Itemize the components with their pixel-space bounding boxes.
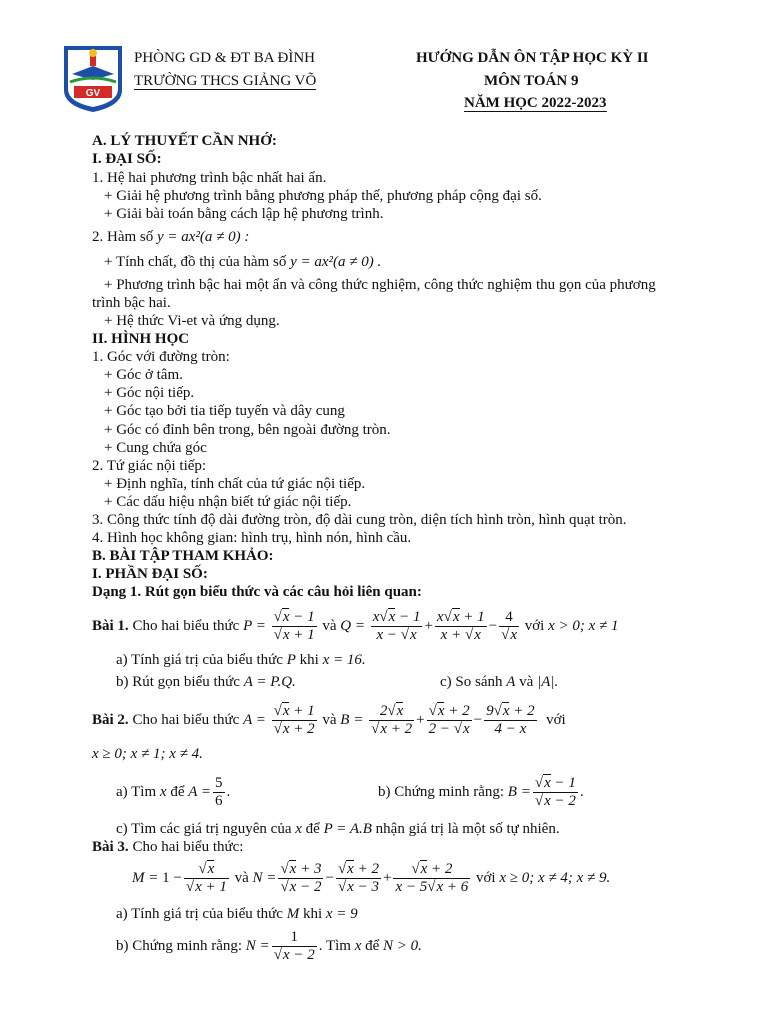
geo-item-4: 4. Hình học không gian: hình trụ, hình nón, hình cầu. [92,530,412,546]
geo-item-1a: + Góc ở tâm. [104,367,183,383]
geo-item-1b: + Góc nội tiếp. [104,385,195,401]
section-b-title: B. BÀI TẬP THAM KHẢO: [92,548,274,564]
bai3-part-a: a) Tính giá trị của biểu thức M khi x = 9 [116,906,358,922]
bai2-part-a: a) Tìm x để A = $\frac{5}{6}$ . [116,775,231,810]
geo-item-2: 2. Tứ giác nội tiếp: [92,458,207,474]
dept-name: PHÒNG GD & ĐT BA ĐÌNH [134,50,315,66]
bai3-part-b: b) Chứng minh rằng: N = $\frac{1}{√x - 2}$ . Tìm x để N > 0. [116,929,422,964]
bai1-statement: Bài 1. Cho hai biểu thức P = $\frac{√x - 1}{√x + 1}$ và Q = $\frac{x√x - 1}{x - √x}$ + $\frac{x√x + 1}{x + √x}$ − $\frac{4}{√x}$ với x > 0; x ≠ 1 [92,609,619,644]
bai2-condition: x ≥ 0; x ≠ 1; x ≠ 4. [92,746,203,762]
geo-item-1: 1. Góc với đường tròn: [92,349,230,365]
b-algebra-title: I. PHẦN ĐẠI SỐ: [92,566,208,582]
alg-item-2: 2. Hàm số y = ax²(a ≠ 0) : [92,229,250,245]
doc-title: HƯỚNG DẪN ÔN TẬP HỌC KỲ II [416,50,649,66]
doc-subject: MÔN TOÁN 9 [484,73,579,89]
alg-item-2c: + Hệ thức Vi-et và ứng dụng. [104,313,280,329]
alg-item-1a: + Giải hệ phương trình bằng phương pháp thế, phương pháp cộng đại số. [104,188,542,204]
alg-item-1: 1. Hệ hai phương trình bậc nhất hai ẩn. [92,170,327,186]
bai2-part-b: b) Chứng minh rằng: B = $\frac{√x - 1}{√x - 2}$ . [378,775,584,810]
bai1-part-a: a) Tính giá trị của biểu thức P khi x = 16. [116,652,366,668]
school-logo [62,44,124,114]
alg-item-2b-cont: trình bậc hai. [92,295,171,311]
section-a-title: A. LÝ THUYẾT CẦN NHỚ: [92,133,277,149]
geo-item-1e: + Cung chứa góc [104,440,207,456]
alg-item-2b: + Phương trình bậc hai một ẩn và công thức nghiệm, công thức nghiệm thu gọn của phương [104,277,656,293]
geo-item-1d: + Góc có đỉnh bên trong, bên ngoài đường tròn. [104,422,391,438]
geo-item-3: 3. Công thức tính độ dài đường tròn, độ dài cung tròn, diện tích hình tròn, hình quạt tròn. [92,512,627,528]
geometry-title: II. HÌNH HỌC [92,331,190,347]
bai1-p-fraction: $\frac{√x - 1}{√x + 1}$ [273,609,315,644]
alg-item-2a: + Tính chất, đồ thị của hàm số y = ax²(a ≠ 0) . [104,254,382,270]
bai1-part-c: c) So sánh A và |A|. [440,674,559,690]
dang1-title: Dạng 1. Rút gọn biểu thức và các câu hỏi liên quan: [92,584,422,600]
bai3-statement: Bài 3. Cho hai biểu thức: [92,839,244,855]
geo-item-2a: + Định nghĩa, tính chất của tứ giác nội tiếp. [104,476,366,492]
geo-item-2b: + Các dấu hiệu nhận biết tứ giác nội tiếp. [104,494,352,510]
school-name: TRƯỜNG THCS GIẢNG VÕ [134,73,317,89]
svg-text:GV: GV [85,88,101,99]
geo-item-1c: + Góc tạo bởi tia tiếp tuyến và dây cung [104,403,345,419]
doc-year: NĂM HỌC 2022-2023 [464,95,607,111]
alg-item-1b: + Giải bài toán bằng cách lập hệ phương trình. [104,206,384,222]
bai2-part-c: c) Tìm các giá trị nguyên của x để P = A.B nhận giá trị là một số tự nhiên. [116,821,560,837]
algebra-title: I. ĐẠI SỐ: [92,151,162,167]
bai1-part-b: b) Rút gọn biểu thức A = P.Q. [116,674,296,690]
bai2-statement: Bài 2. Cho hai biểu thức A = $\frac{√x + 1}{√x + 2}$ và B = $\frac{2√x}{√x + 2}$ + $\frac{√x + 2}{2 - √x}$ − $\frac{9√x + 2}{4 - x}$ với [92,703,566,738]
bai3-expressions: M = 1 − $\frac{√x}{√x + 1}$ và N = $\frac{√x + 3}{√x - 2}$ − $\frac{√x + 2}{√x - 3}$ + $\frac{√x + 2}{x - 5√x + 6}$ với x ≥ 0; x ≠ 4; x ≠ 9. [132,861,611,896]
